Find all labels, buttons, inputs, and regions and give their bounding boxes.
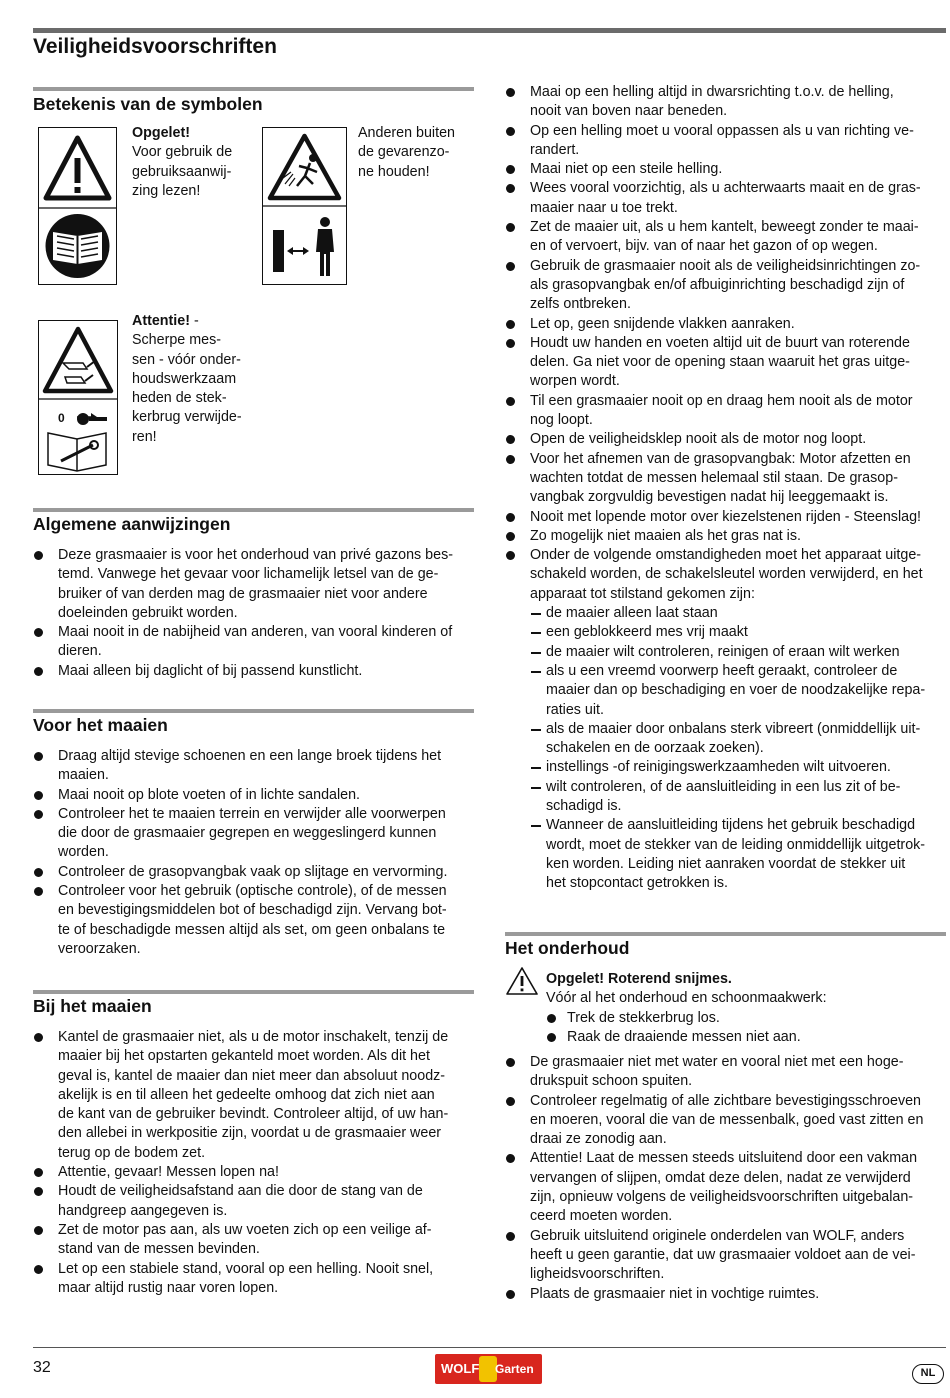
symbol-keep-distance bbox=[262, 127, 347, 285]
list-item: instellings -of reinigingswerkzaamheden wilt uitvoeren. bbox=[530, 758, 950, 777]
symbol-1-line: gebruiksaanwij- bbox=[132, 163, 232, 180]
symbol-3-line: houdswerkzaam bbox=[132, 370, 237, 387]
list-item: Voor het afnemen van de grasopvangbak: Motor afzetten en wachten totdat de messen helemaal stil staan. De grasop- vangbak zorgvuldig bevestigen nadat hij leeggemaakt is. bbox=[505, 450, 950, 508]
maintenance-warning bbox=[546, 970, 946, 1047]
warning-icon bbox=[39, 128, 116, 284]
list-item: Deze grasmaaier is voor het onderhoud van privé gazons bes- temd. Vanwege het gevaar voor lichamelijk letsel van de ge- bruiker of van derden mag de grasmaaier niet voor andere doeleinden gebruikt worden. bbox=[33, 546, 478, 623]
footer-rule bbox=[33, 1347, 946, 1348]
section-rule bbox=[33, 709, 474, 713]
list-item: Maai nooit in de nabijheid van anderen, van vooral kinderen of dieren. bbox=[33, 623, 478, 662]
symbol-3-heading: Attentie! bbox=[132, 313, 190, 329]
symbol-3-dash: - bbox=[189, 313, 199, 329]
symbol-1-text bbox=[132, 124, 232, 201]
list-item: Controleer de grasopvangbak vaak op slijtage en vervorming. bbox=[33, 863, 478, 882]
while-mowing-list bbox=[33, 1028, 478, 1298]
symbol-3-line: sen - vóór onder- bbox=[132, 351, 241, 368]
top-rule bbox=[33, 28, 946, 33]
list-item: Let op, geen snijdende vlakken aanraken. bbox=[505, 315, 950, 334]
list-item: Houdt uw handen en voeten altijd uit de buurt van roterende delen. Ga niet voor de opening staan waaruit het gras uitge- worpen wordt. bbox=[505, 334, 950, 392]
list-item: De grasmaaier niet met water en vooral niet met een hoge- drukspuit schoon spuiten. bbox=[505, 1053, 950, 1092]
symbol-sharp-blades bbox=[38, 320, 118, 475]
symbol-2-line: de gevarenzo- bbox=[358, 144, 450, 161]
list-item: Zet de motor pas aan, als uw voeten zich op een veilige af- stand van de messen bevinden. bbox=[33, 1221, 478, 1260]
list-item: Draag altijd stevige schoenen en een lange broek tijdens het maaien. bbox=[33, 747, 478, 786]
list-item: Maai alleen bij daglicht of bij passend kunstlicht. bbox=[33, 662, 478, 681]
list-item: Controleer voor het gebruik (optische controle), of de messen en bevestigingsmiddelen bot of beschadigd zijn. Vervang bot- te of beschadigde messen altijd als set, om geen onbalans te veroorzaken. bbox=[33, 882, 478, 959]
symbol-1-heading: Opgelet! bbox=[132, 125, 190, 141]
before-mowing-list bbox=[33, 747, 478, 959]
section-rule bbox=[33, 990, 474, 994]
list-item: Onder de volgende omstandigheden moet het apparaat uitge- schakeld worden, de schakelsleutel worden verwijderd, en het apparaat tot stilstand gekomen zijn: de maaier alleen laat staan een geblokkeerd mes vrij maakt de maaier wilt controleren, reinigen of eraan wilt werken als u een vreemd voorwerp heeft geraakt, controleer de maaier dan op beschadiging en voer de noodzakelijke repa- raties uit. als de maaier door onbalans sterk vibreert (onmiddellijk uit- schakelen en de oorzaak zoeken). instellings -of reinigingswerkzaamheden wilt uitvoeren. wilt controleren, of de aansluitleiding in een lus zit of be- schadigd is. Wanneer de aansluitleiding tijdens het gebruik beschadigd wordt, moet de stekker van de leiding onmiddellijk uitgetrok- ken worden. Leiding niet aanraken voordat de stekker uit het stopcontact getrokken is. bbox=[505, 546, 950, 893]
general-list bbox=[33, 546, 478, 681]
right-safety-list bbox=[505, 83, 950, 893]
list-item: Open de veiligheidsklep nooit als de motor nog loopt. bbox=[505, 430, 950, 449]
list-item: de maaier alleen laat staan bbox=[530, 604, 950, 623]
list-item: Attentie! Laat de messen steeds uitsluitend door een vakman vervangen of slijpen, omdat deze delen, nadat ze verwijderd zijn, opnieuw volgens de veiligheidsvoorschriften uitgebalan- ceerd moeten worden. bbox=[505, 1149, 950, 1226]
symbol-3-line: kerbrug verwijde- bbox=[132, 409, 242, 426]
page-title: Veiligheidsvoorschriften bbox=[33, 35, 277, 58]
keep-distance-icon bbox=[263, 128, 346, 284]
list-item: Maai niet op een steile helling. bbox=[505, 160, 950, 179]
symbol-1-line: zing lezen! bbox=[132, 182, 201, 199]
list-item: Trek de stekkerbrug los. bbox=[546, 1009, 946, 1028]
symbol-1-line: Voor gebruik de bbox=[132, 144, 233, 161]
key-off-label: 0 bbox=[58, 411, 65, 425]
sharp-blades-icon bbox=[39, 321, 117, 474]
symbol-3-line: ren! bbox=[132, 428, 157, 445]
list-item: Plaats de grasmaaier niet in vochtige ruimtes. bbox=[505, 1285, 950, 1304]
list-item: Controleer het te maaien terrein en verwijder alle voorwerpen die door de grasmaaier gegrepen en weggeslingerd kunnen worden. bbox=[33, 805, 478, 863]
section-rule bbox=[505, 932, 946, 936]
language-badge: NL bbox=[912, 1364, 944, 1384]
maintenance-list bbox=[505, 1053, 950, 1304]
list-item: Raak de draaiende messen niet aan. bbox=[546, 1028, 946, 1047]
list-item: Gebruik uitsluitend originele onderdelen van WOLF, anders heeft u geen garantie, dat uw grasmaaier voldoet aan de vei- ligheidsvoorschriften. bbox=[505, 1227, 950, 1285]
symbol-3-text bbox=[132, 312, 242, 447]
symbol-2-line: ne houden! bbox=[358, 163, 430, 180]
list-item: de maaier wilt controleren, reinigen of eraan wilt werken bbox=[530, 643, 950, 662]
list-item: Zo mogelijk niet maaien als het gras nat is. bbox=[505, 527, 950, 546]
maintenance-warning-heading: Opgelet! Roterend snijmes. bbox=[546, 971, 732, 987]
page-number: 32 bbox=[33, 1359, 51, 1376]
list-item: Wees vooral voorzichtig, als u achterwaarts maait en de gras- maaier naar u toe trekt. bbox=[505, 179, 950, 218]
list-item: als u een vreemd voorwerp heeft geraakt, controleer de maaier dan op beschadiging en voer de noodzakelijke repa- raties uit. bbox=[530, 662, 950, 720]
list-item: Maai op een helling altijd in dwarsrichting t.o.v. de helling, nooit van boven naar beneden. bbox=[505, 83, 950, 122]
symbol-3-line: Scherpe mes- bbox=[132, 332, 221, 349]
warning-icon bbox=[505, 966, 539, 996]
symbol-3-line: heden de stek- bbox=[132, 390, 227, 407]
list-item: als de maaier door onbalans sterk vibreert (onmiddellijk uit- schakelen en de oorzaak zoeken). bbox=[530, 720, 950, 759]
section-title-while-mowing: Bij het maaien bbox=[33, 996, 152, 1016]
wolf-garten-logo bbox=[435, 1354, 542, 1384]
section-title-symbols: Betekenis van de symbolen bbox=[33, 94, 263, 114]
section-title-general: Algemene aanwijzingen bbox=[33, 514, 231, 534]
list-item: Til een grasmaaier nooit op en draag hem nooit als de motor nog loopt. bbox=[505, 392, 950, 431]
list-item: Let op een stabiele stand, vooral op een helling. Nooit snel, maar altijd rustig naar voren lopen. bbox=[33, 1260, 478, 1299]
section-rule bbox=[33, 508, 474, 512]
logo-wolf-text: WOLF bbox=[441, 1361, 480, 1376]
list-item: Gebruik de grasmaaier nooit als de veiligheidsinrichtingen zo- als grasopvangbak en/of afbuiginrichting beschadigd zijn of zelfs ontbreken. bbox=[505, 257, 950, 315]
list-item: Kantel de grasmaaier niet, als u de motor inschakelt, tenzij de maaier bij het opstarten gekanteld moet worden. Als dit het geval is, kantel de maaier dan niet meer dan absoluut noodz- akelijk is en til alleen het gedeelte omhoog dat zich niet aan de kant van de gebruiker bevindt. Controleer altijd, of uw han- den allebei in werkpositie zijn, voordat u de grasmaaier weer terug op de bodem zet. bbox=[33, 1028, 478, 1163]
list-item: een geblokkeerd mes vrij maakt bbox=[530, 623, 950, 642]
maintenance-warning-list bbox=[546, 1009, 946, 1048]
symbol-2-text bbox=[358, 124, 455, 182]
list-item: Op een helling moet u vooral oppassen als u van richting ve- randert. bbox=[505, 122, 950, 161]
section-title-before-mowing: Voor het maaien bbox=[33, 715, 168, 735]
logo-garten-text: Garten bbox=[495, 1362, 534, 1376]
list-item: Zet de maaier uit, als u hem kantelt, beweegt zonder te maai- en of vervoert, bijv. van of naar het gazon of op wegen. bbox=[505, 218, 950, 257]
symbol-read-manual bbox=[38, 127, 117, 285]
list-item: Attentie, gevaar! Messen lopen na! bbox=[33, 1163, 478, 1182]
list-item: Wanneer de aansluitleiding tijdens het gebruik beschadigd wordt, moet de stekker van de leiding onmiddellijk uitgetrok- ken worden. Leiding niet aanraken voordat de stekker uit het stopcontact getrokken is. bbox=[530, 816, 950, 893]
list-item: Houdt de veiligheidsafstand aan die door de stang van de handgreep aangegeven is. bbox=[33, 1182, 478, 1221]
symbol-2-line: Anderen buiten bbox=[358, 125, 455, 141]
maintenance-warning-text: Vóór al het onderhoud en schoonmaakwerk: bbox=[546, 990, 827, 1007]
section-rule bbox=[33, 87, 474, 91]
section-title-maintenance: Het onderhoud bbox=[505, 938, 630, 958]
list-item: Nooit met lopende motor over kiezelstenen rijden - Steenslag! bbox=[505, 508, 950, 527]
conditions-list bbox=[530, 604, 950, 893]
list-item: wilt controleren, of de aansluitleiding in een lus zit of be- schadigd is. bbox=[530, 778, 950, 817]
list-item: Controleer regelmatig of alle zichtbare bevestigingsschroeven en moeren, vooral die van de messenbalk, goed vast zitten en draai ze zonodig aan. bbox=[505, 1092, 950, 1150]
list-item: Maai nooit op blote voeten of in lichte sandalen. bbox=[33, 786, 478, 805]
